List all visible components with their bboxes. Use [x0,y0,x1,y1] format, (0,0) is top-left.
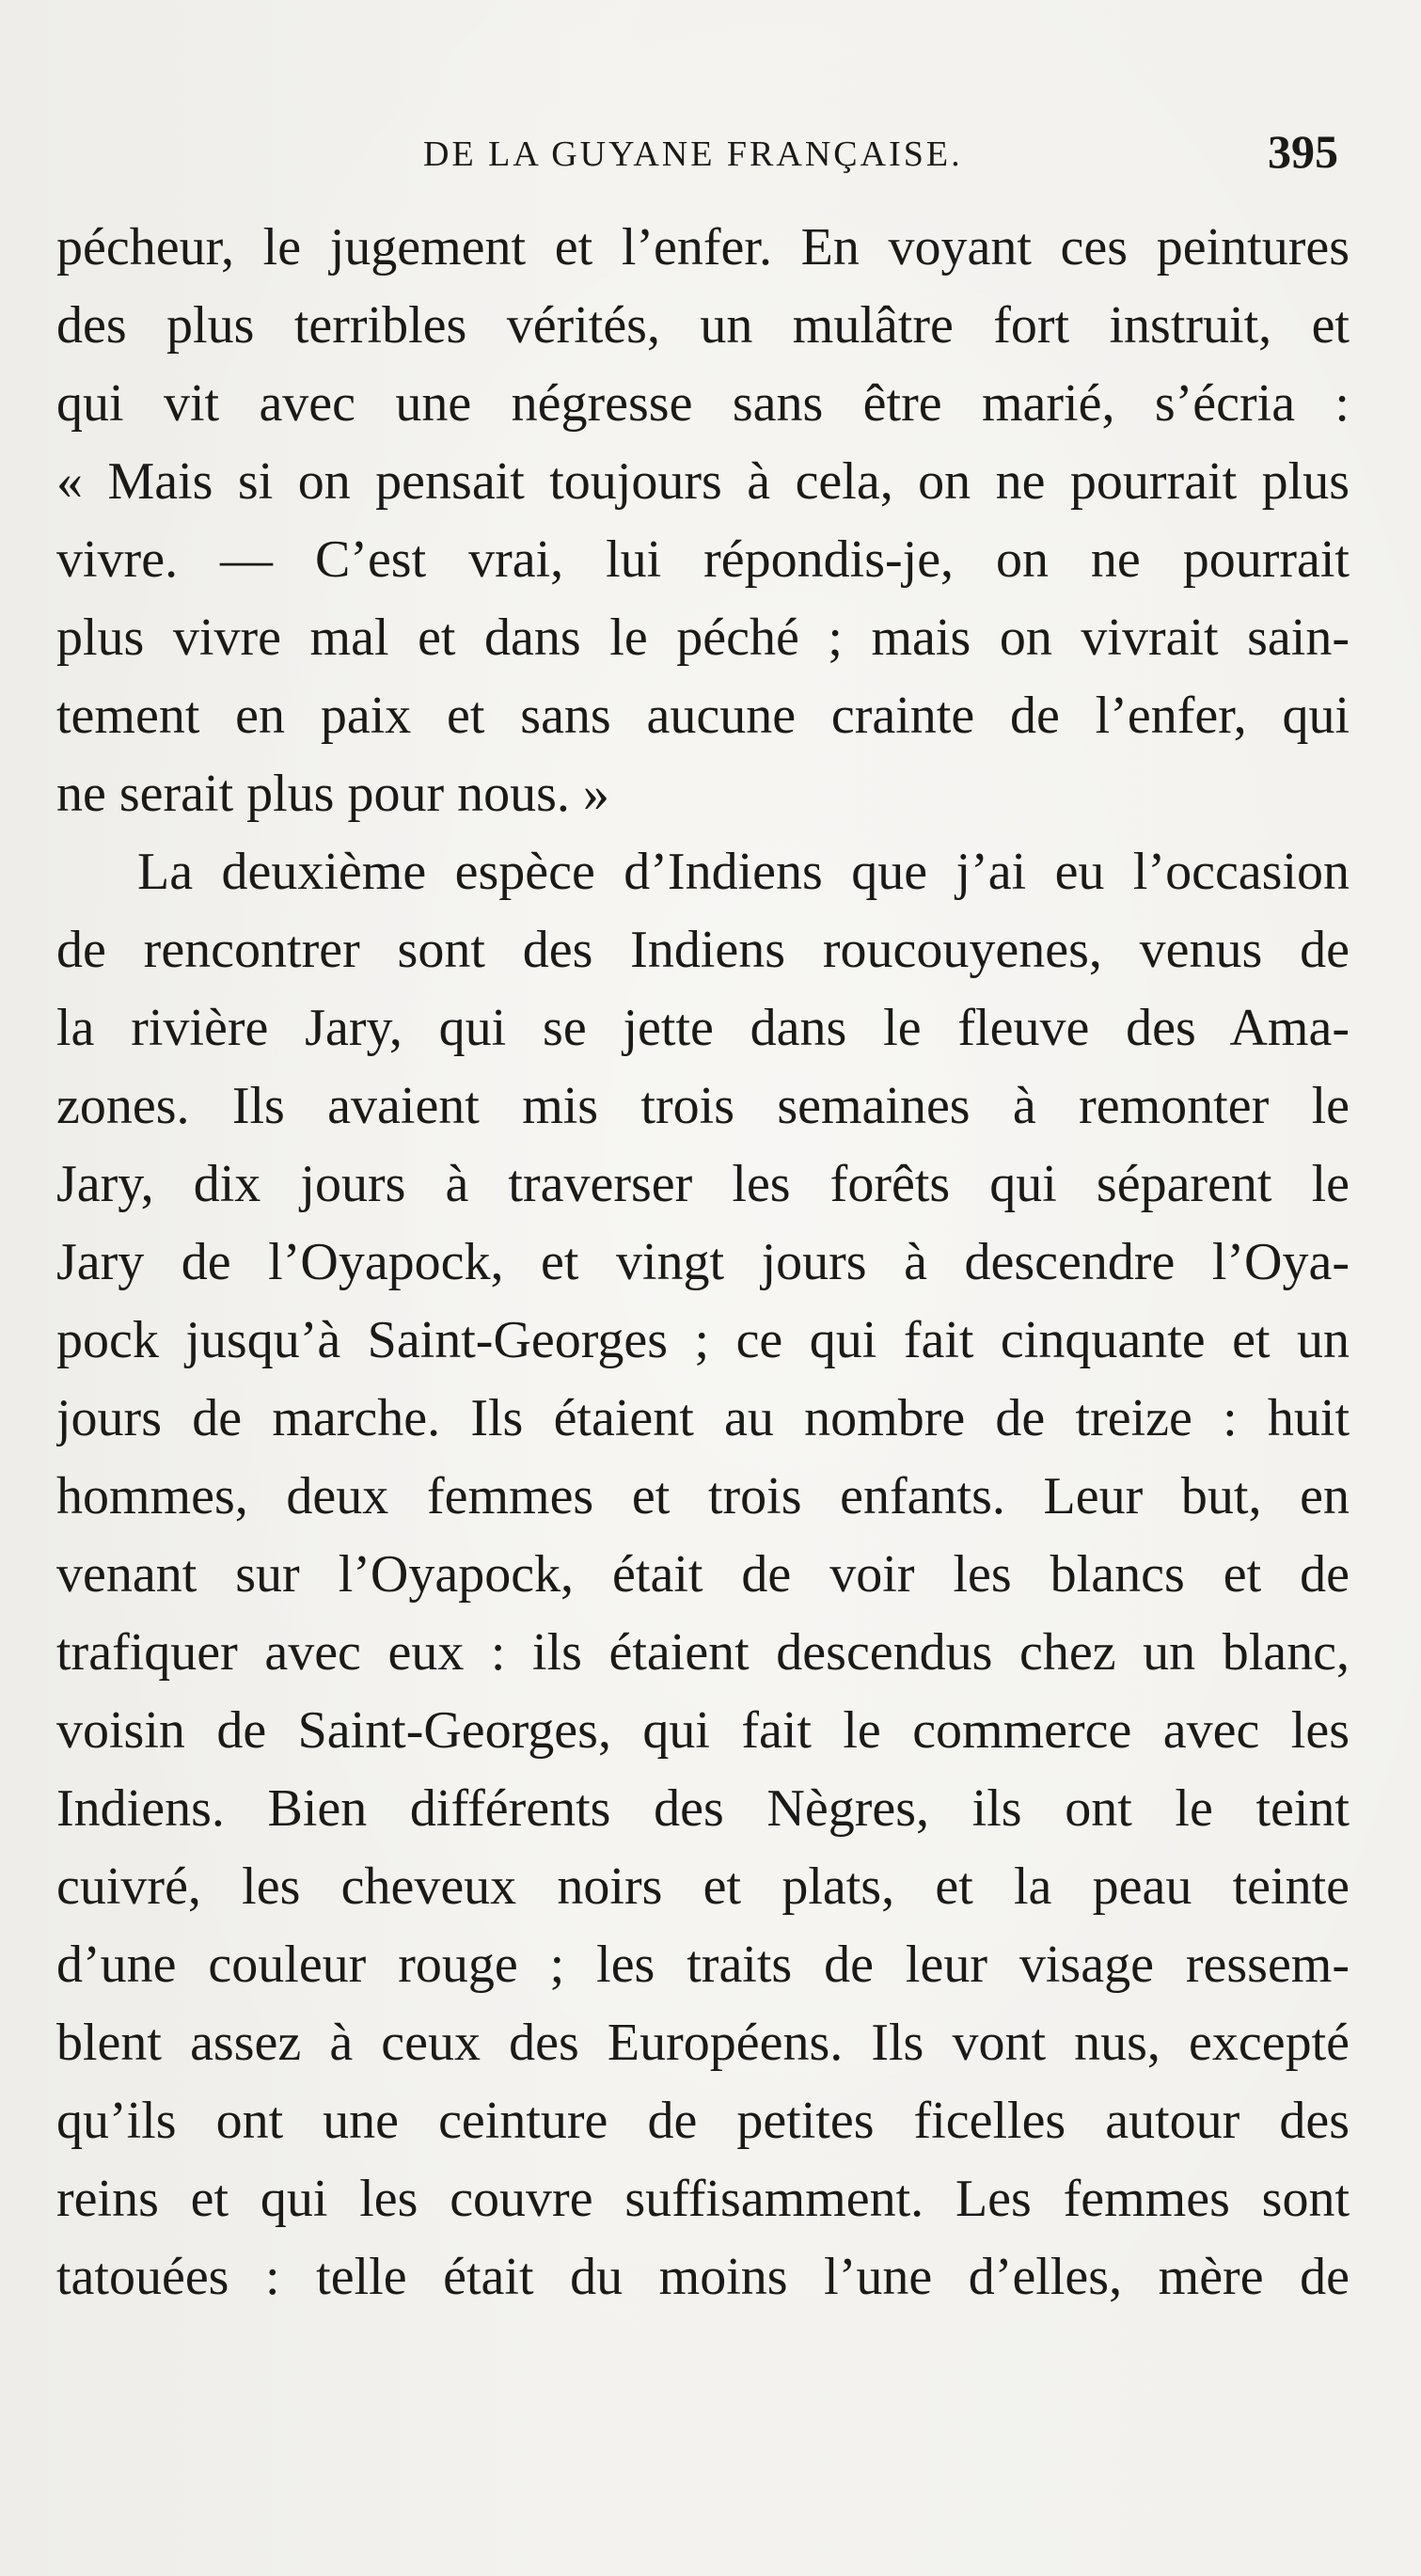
text-line: qu’ils ont une ceinture de petites ficelles autour des [56,2092,1350,2150]
text-line: Jary, dix jours à traverser les forêts qui séparent le [56,1155,1350,1213]
text-line: d’une couleur rouge ; les traits de leur visage ressem- [56,1936,1350,1994]
text-line: hommes, deux femmes et trois enfants. Leur but, en [56,1467,1350,1525]
text-line: jours de marche. Ils étaient au nombre de treize : huit [56,1389,1350,1447]
text-line: cuivré, les cheveux noirs et plats, et la peau teinte [56,1857,1350,1916]
running-title: DE LA GUYANE FRANÇAISE. [423,134,963,174]
text-line: vivre. — C’est vrai, lui répondis-je, on ne pourrait [56,530,1350,589]
text-line: de rencontrer sont des Indiens roucouyenes, venus de [56,921,1350,979]
text-line: blent assez à ceux des Européens. Ils vont nus, excepté [56,2014,1350,2072]
text-line: tatouées : telle était du moins l’une d’elles, mère de [56,2248,1350,2306]
text-line: zones. Ils avaient mis trois semaines à remonter le [56,1077,1350,1135]
text-line: trafiquer avec eux : ils étaient descendus chez un blanc, [56,1623,1350,1682]
paragraph-start-line: La deuxième espèce d’Indiens que j’ai eu l’occasion [137,843,1350,901]
running-head [0,124,1421,190]
text-line: reins et qui les couvre suffisamment. Les femmes sont [56,2170,1350,2228]
text-line: la rivière Jary, qui se jette dans le fleuve des Ama- [56,999,1350,1057]
text-line: Jary de l’Oyapock, et vingt jours à descendre l’Oya- [56,1233,1350,1291]
text-line: pock jusqu’à Saint-Georges ; ce qui fait cinquante et un [56,1311,1350,1369]
text-line: des plus terribles vérités, un mulâtre fort instruit, et [56,296,1350,355]
text-line: plus vivre mal et dans le péché ; mais on vivrait sain- [56,608,1350,667]
body-text [56,209,1350,2316]
text-line: Indiens. Bien différents des Nègres, ils ont le teint [56,1779,1350,1838]
text-line: venant sur l’Oyapock, était de voir les blancs et de [56,1545,1350,1604]
text-line: qui vit avec une négresse sans être marié, s’écria : [56,374,1350,433]
text-line: pécheur, le jugement et l’enfer. En voyant ces peintures [56,218,1350,277]
text-line: tement en paix et sans aucune crainte de l’enfer, qui [56,687,1350,745]
page-number: 395 [1268,125,1338,178]
text-line: « Mais si on pensait toujours à cela, on ne pourrait plus [56,452,1350,511]
paragraph-end-line: ne serait plus pour nous. » [56,765,609,823]
text-line: voisin de Saint-Georges, qui fait le commerce avec les [56,1701,1350,1760]
